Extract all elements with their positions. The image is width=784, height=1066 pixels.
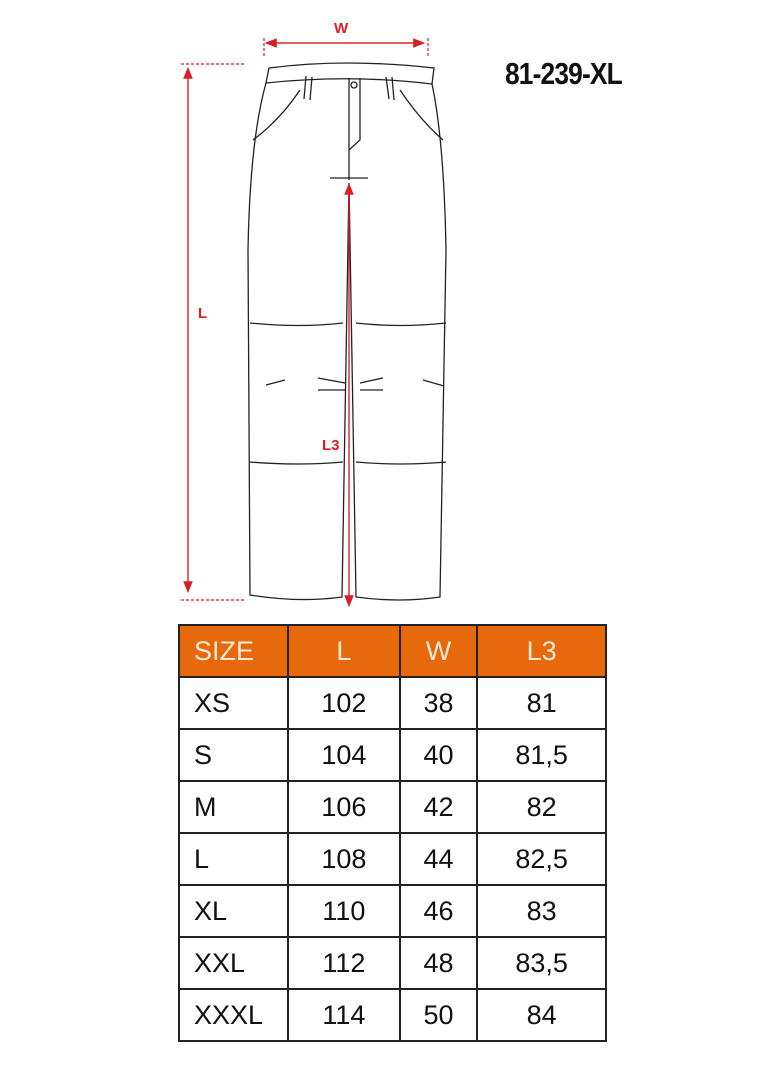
table-cell: 50	[400, 989, 478, 1041]
table-cell: 83	[477, 885, 606, 937]
measurement-arrows	[181, 38, 428, 606]
header-l3: L3	[477, 625, 606, 677]
table-cell: 104	[288, 729, 400, 781]
table-row	[179, 729, 606, 781]
inseam-label: L3	[322, 437, 340, 454]
size-table	[178, 624, 607, 1042]
length-label: L	[198, 305, 208, 322]
header-w: W	[400, 625, 478, 677]
table-row	[179, 885, 606, 937]
table-cell: XXL	[179, 937, 288, 989]
table-cell: 84	[477, 989, 606, 1041]
table-cell: 42	[400, 781, 478, 833]
table-cell: 44	[400, 833, 478, 885]
table-row	[179, 989, 606, 1041]
table-cell: 114	[288, 989, 400, 1041]
table-cell: S	[179, 729, 288, 781]
header-l: L	[288, 625, 400, 677]
table-cell: 48	[400, 937, 478, 989]
table-cell: 38	[400, 677, 478, 729]
table-cell: 82	[477, 781, 606, 833]
table-cell: 110	[288, 885, 400, 937]
waist-label: W	[334, 20, 349, 37]
table-cell: 81	[477, 677, 606, 729]
table-cell: XL	[179, 885, 288, 937]
table-row	[179, 677, 606, 729]
table-cell: 40	[400, 729, 478, 781]
table-row	[179, 937, 606, 989]
product-code: 81-239-XL	[505, 56, 622, 91]
table-cell: 102	[288, 677, 400, 729]
header-size: SIZE	[179, 625, 288, 677]
table-cell: 83,5	[477, 937, 606, 989]
table-cell: 46	[400, 885, 478, 937]
table-cell: L	[179, 833, 288, 885]
table-cell: 81,5	[477, 729, 606, 781]
table-cell: 106	[288, 781, 400, 833]
table-row	[179, 833, 606, 885]
table-cell: 82,5	[477, 833, 606, 885]
table-cell: 112	[288, 937, 400, 989]
pants-outline	[248, 63, 446, 600]
table-cell: XXXL	[179, 989, 288, 1041]
table-cell: XS	[179, 677, 288, 729]
table-cell: 108	[288, 833, 400, 885]
table-row	[179, 781, 606, 833]
table-cell: M	[179, 781, 288, 833]
table-header-row	[179, 625, 606, 677]
